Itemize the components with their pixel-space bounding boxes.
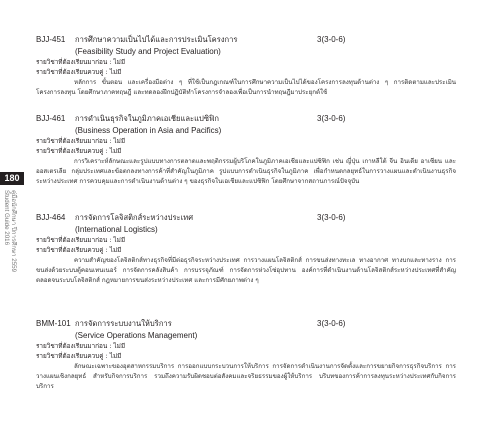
course-corequisite: รายวิชาที่ต้องเรียนควบคู่ : ไม่มี: [36, 68, 122, 76]
course-description: ความสำคัญของโลจิสติกส์ทางธุรกิจที่มีต่อธุรกิจระหว่างประเทศ การวางแผนโลจิสติกส์ การขนส่งทางทะเล ทางอากาศ ทางบกและทางราง การขนส่งด้วยระบบตู้คอนเทนเนอร์ การจัดการคลังสินค้า การบรรจุภัณฑ์ การจัดการห่วงโซ่อุปทาน องค์การที่ดำเนินงานด้านโลจิสติกส์ระหว่างประเทศที่สำคัญ ตลอดจนระบบโลจิสติกส์ กฎหมายการขนส่งระหว่างประเทศ และการมีศักยภาพต่าง ๆ: [36, 257, 456, 284]
course-credits: 3(3-0-6): [317, 213, 346, 222]
course-title-english: (International Logistics): [75, 225, 158, 234]
course-title-thai: การดำเนินธุรกิจในภูมิภาคเอเชียและแปซิฟิก: [75, 114, 219, 123]
course-credits: 3(3-0-6): [317, 319, 346, 328]
page-number-tab: 180: [0, 172, 24, 185]
side-label-thai: คู่มือนักศึกษา ปีการศึกษา 2559: [10, 190, 17, 273]
side-running-label: [0, 190, 20, 273]
course-title-english: (Business Operation in Asia and Pacifics): [75, 126, 222, 135]
course-prerequisite: รายวิชาที่ต้องเรียนมาก่อน : ไม่มี: [36, 236, 126, 244]
course-header: [36, 113, 456, 125]
course-credits: 3(3-0-6): [317, 35, 346, 44]
course-title-thai: การศึกษาความเป็นไปได้และการประเมินโครงการ: [75, 35, 238, 44]
course-header: [36, 212, 456, 224]
course-credits: 3(3-0-6): [317, 114, 346, 123]
course-code: BJJ-451: [36, 35, 66, 44]
course-corequisite: รายวิชาที่ต้องเรียนควบคู่ : ไม่มี: [36, 352, 122, 360]
course-header: [36, 318, 456, 330]
course-code: BJJ-461: [36, 114, 66, 123]
course-title-english: (Service Operations Management): [75, 331, 198, 340]
course-description: ลักษณะเฉพาะของอุตสาหกรรมบริการ การออกแบบกระบวนการให้บริการ การจัดการดำเนินงานการจัดตั้งและการขยายกิจการธุรกิจบริการ การวางแผนเชิงกลยุทธ์ สำหรับกิจการบริการ รวมถึงความรับผิดชอบต่อสังคมและจริยธรรมของผู้ให้บริการ บริบทของการค้าการลงทุนระหว่างประเทศกับกิจการบริการ: [36, 363, 456, 390]
course-prerequisite: รายวิชาที่ต้องเรียนมาก่อน : ไม่มี: [36, 58, 126, 66]
course-corequisite: รายวิชาที่ต้องเรียนควบคู่ : ไม่มี: [36, 246, 122, 254]
course-description: การวิเคราะห์ลักษณะและรูปแบบทางการตลาดและพฤติกรรมผู้บริโภคในภูมิภาคเอเชียและแปซิฟิก เช่น ญี่ปุ่น เกาหลีใต้ จีน อินเดีย อาเซียน และออสเตรเลีย กลุ่มประเทศและข้อตกลงทางการค้าที่สำคัญในภูมิภาค รูปแบบการดำเนินธุรกิจในภูมิภาค เพื่อกำหนดกลยุทธ์ในการวางแผนและดำเนินงานธุรกิจระหว่างประเทศ การควบคุมและการดำเนินงานด้านต่าง ๆ ของธุรกิจในเอเชียและแปซิฟิก โดยศึกษาจากสถานการณ์ปัจจุบัน: [36, 158, 456, 185]
side-label-english: Student Guide 2016: [3, 190, 10, 246]
course-entry: [36, 34, 456, 98]
course-entry: [36, 212, 456, 286]
course-title-thai: การจัดการโลจิสติกส์ระหว่างประเทศ: [75, 213, 194, 222]
course-title-thai: การจัดการระบบงานให้บริการ: [75, 319, 172, 328]
course-header: [36, 34, 456, 46]
course-title-english: (Feasibility Study and Project Evaluation): [75, 47, 221, 56]
course-prerequisite: รายวิชาที่ต้องเรียนมาก่อน : ไม่มี: [36, 342, 126, 350]
course-code: BJJ-464: [36, 213, 66, 222]
course-entry: [36, 318, 456, 392]
course-code: BMM-101: [36, 319, 71, 328]
course-entry: [36, 113, 456, 187]
course-description: หลักการ ขั้นตอน และเครื่องมือต่าง ๆ ที่ใช้เป็นกฎเกณฑ์ในการศึกษาความเป็นไปได้ของโครงการลงทุนด้านต่าง ๆ การติดตามและประเมินโครงการลงทุน โดยศึกษาภาคทฤษฎี และทดลองฝึกปฏิบัติทำโครงการจำลองเพื่อเป็นการนำทฤษฎีมาประยุกต์ใช้: [36, 79, 456, 96]
course-prerequisite: รายวิชาที่ต้องเรียนมาก่อน : ไม่มี: [36, 137, 126, 145]
course-corequisite: รายวิชาที่ต้องเรียนควบคู่ : ไม่มี: [36, 147, 122, 155]
